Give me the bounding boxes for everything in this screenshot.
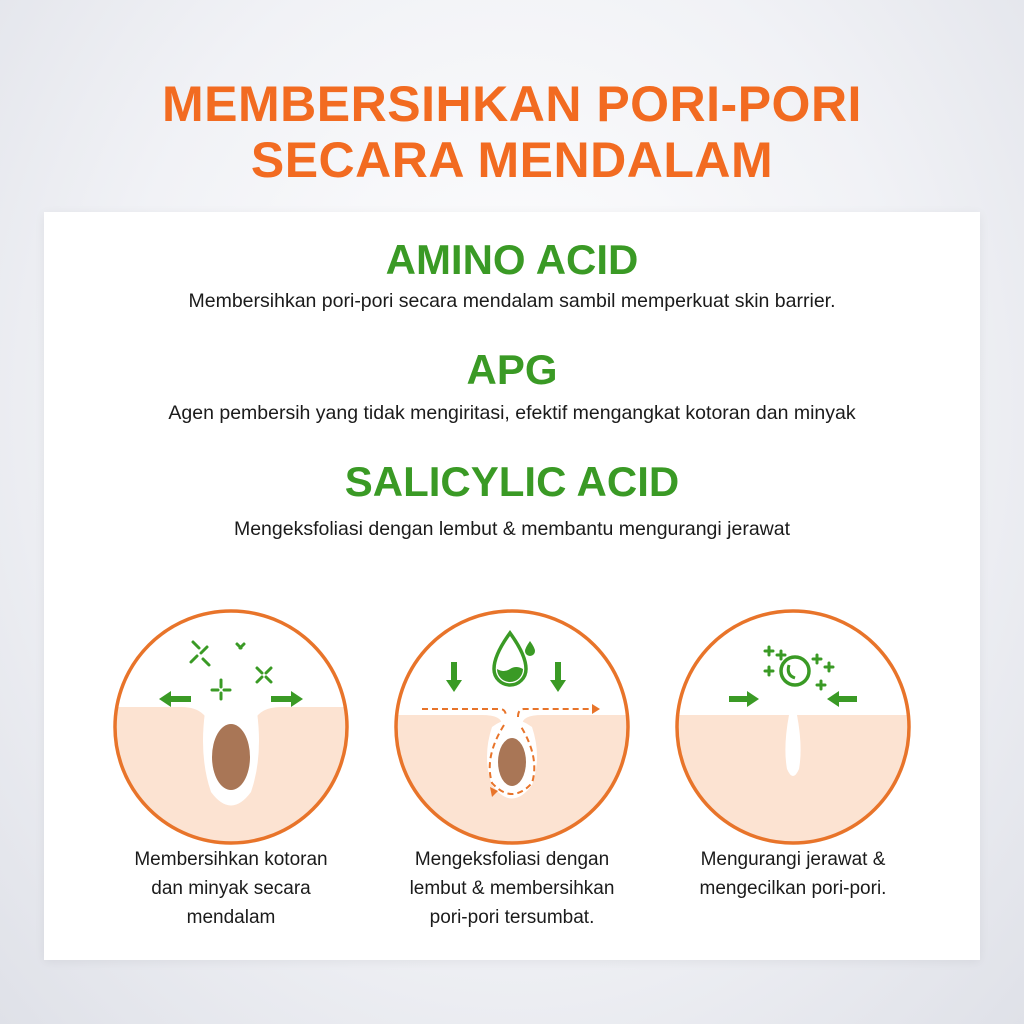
pore-deep-clean-icon: [111, 607, 351, 847]
ingredient-desc-apg: Agen pembersih yang tidak mengiritasi, efektif mengangkat kotoran dan minyak: [168, 402, 856, 424]
ingredient-desc-salicylic-acid: Mengeksfoliasi dengan lembut & membantu mengurangi jerawat: [233, 518, 791, 540]
ingredient-name-amino-acid: AMINO ACID: [385, 236, 639, 283]
caption-line: mengecilkan pori-pori.: [699, 878, 887, 899]
page-headline: [0, 76, 1024, 188]
ingredient-desc-amino-acid: Membersihkan pori-pori secara mendalam sambil memperkuat skin barrier.: [188, 290, 836, 312]
caption-line: mendalam: [186, 907, 276, 928]
pore-exfoliate-icon: [392, 607, 632, 847]
caption-line: Mengurangi jerawat &: [700, 849, 886, 870]
pore-shrink-icon: [673, 607, 913, 847]
ingredient-name-salicylic-acid: SALICYLIC ACID: [344, 458, 680, 505]
caption-line: dan minyak secara: [151, 878, 311, 899]
caption-line: Membersihkan kotoran: [134, 849, 328, 870]
caption-line: lembut & membersihkan: [409, 878, 615, 899]
caption-deep-clean: [91, 845, 371, 932]
headline-line-2: SECARA MENDALAM: [250, 132, 774, 188]
caption-shrink-pores: [653, 845, 933, 903]
headline-line-1: MEMBERSIHKAN PORI-PORI: [162, 76, 862, 132]
ingredients-card: [44, 212, 980, 960]
caption-line: pori-pori tersumbat.: [429, 907, 595, 928]
caption-exfoliate: [372, 845, 652, 932]
ingredient-name-apg: APG: [466, 346, 558, 393]
caption-line: Mengeksfoliasi dengan: [414, 849, 610, 870]
